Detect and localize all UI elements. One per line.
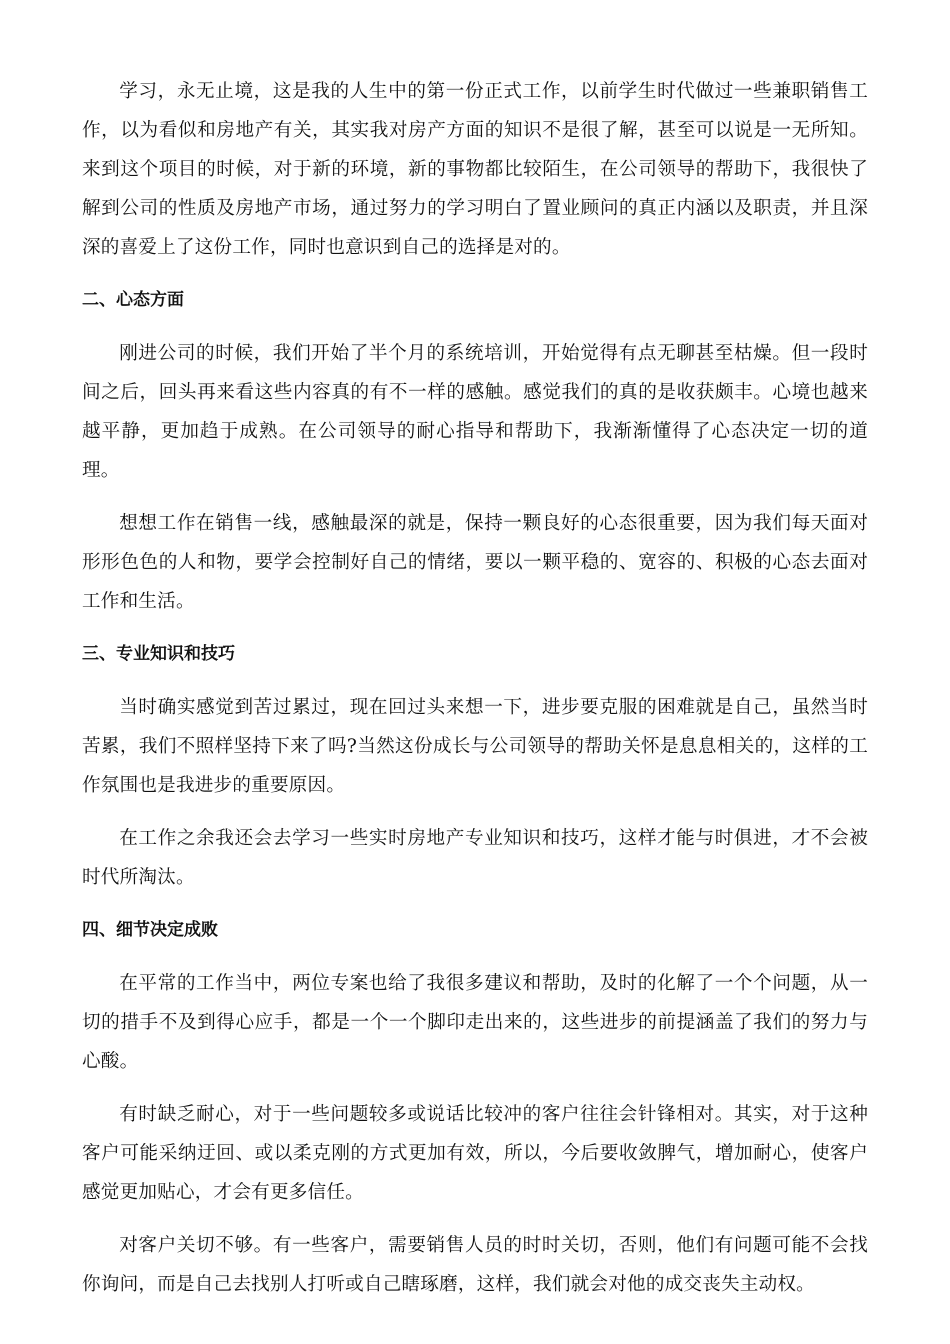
section-heading-knowledge: 三、专业知识和技巧 (82, 644, 235, 664)
section-heading-mindset: 二、心态方面 (82, 290, 184, 310)
paragraph-details-3: 对客户关切不够。有一些客户，需要销售人员的时时关切，否则，他们有问题可能不会找你询问，而是自己去找别人打听或自己瞎琢磨，这样，我们就会对他的成交丧失主动权。 (82, 1235, 868, 1295)
section-heading-details: 四、细节决定成败 (82, 920, 218, 940)
paragraph-knowledge-2: 在工作之余我还会去学习一些实时房地产专业知识和技巧，这样才能与时俱进，才不会被时代所淘汰。 (82, 828, 868, 888)
document-page (82, 72, 868, 1318)
paragraph-knowledge-1: 当时确实感觉到苦过累过，现在回过头来想一下，进步要克服的困难就是自己，虽然当时苦累，我们不照样坚持下来了吗?当然这份成长与公司领导的帮助关怀是息息相关的，这样的工作氛围也是我进步的重要原因。 (82, 697, 868, 796)
paragraph-details-2: 有时缺乏耐心，对于一些问题较多或说话比较冲的客户往往会针锋相对。其实，对于这种客户可能采纳迂回、或以柔克刚的方式更加有效，所以，今后要收敛脾气，增加耐心，使客户感觉更加贴心，才会有更多信任。 (82, 1104, 868, 1203)
paragraph-details-1: 在平常的工作当中，两位专案也给了我很多建议和帮助，及时的化解了一个个问题，从一切的措手不及到得心应手，都是一个一个脚印走出来的，这些进步的前提涵盖了我们的努力与心酸。 (82, 973, 868, 1072)
paragraph-intro: 学习，永无止境，这是我的人生中的第一份正式工作，以前学生时代做过一些兼职销售工作，以为看似和房地产有关，其实我对房产方面的知识不是很了解，甚至可以说是一无所知。来到这个项目的时候，对于新的环境，新的事物都比较陌生，在公司领导的帮助下，我很快了解到公司的性质及房地产市场，通过努力的学习明白了置业顾问的真正内涵以及职责，并且深深的喜爱上了这份工作，同时也意识到自己的选择是对的。 (82, 81, 868, 258)
paragraph-mindset-2: 想想工作在销售一线，感触最深的就是，保持一颗良好的心态很重要，因为我们每天面对形形色色的人和物，要学会控制好自己的情绪，要以一颗平稳的、宽容的、积极的心态去面对工作和生活。 (82, 513, 868, 612)
paragraph-mindset-1: 刚进公司的时候，我们开始了半个月的系统培训，开始觉得有点无聊甚至枯燥。但一段时间之后，回头再来看这些内容真的有不一样的感触。感觉我们的真的是收获颇丰。心境也越来越平静，更加趋于成熟。在公司领导的耐心指导和帮助下，我渐渐懂得了心态决定一切的道理。 (82, 343, 868, 481)
